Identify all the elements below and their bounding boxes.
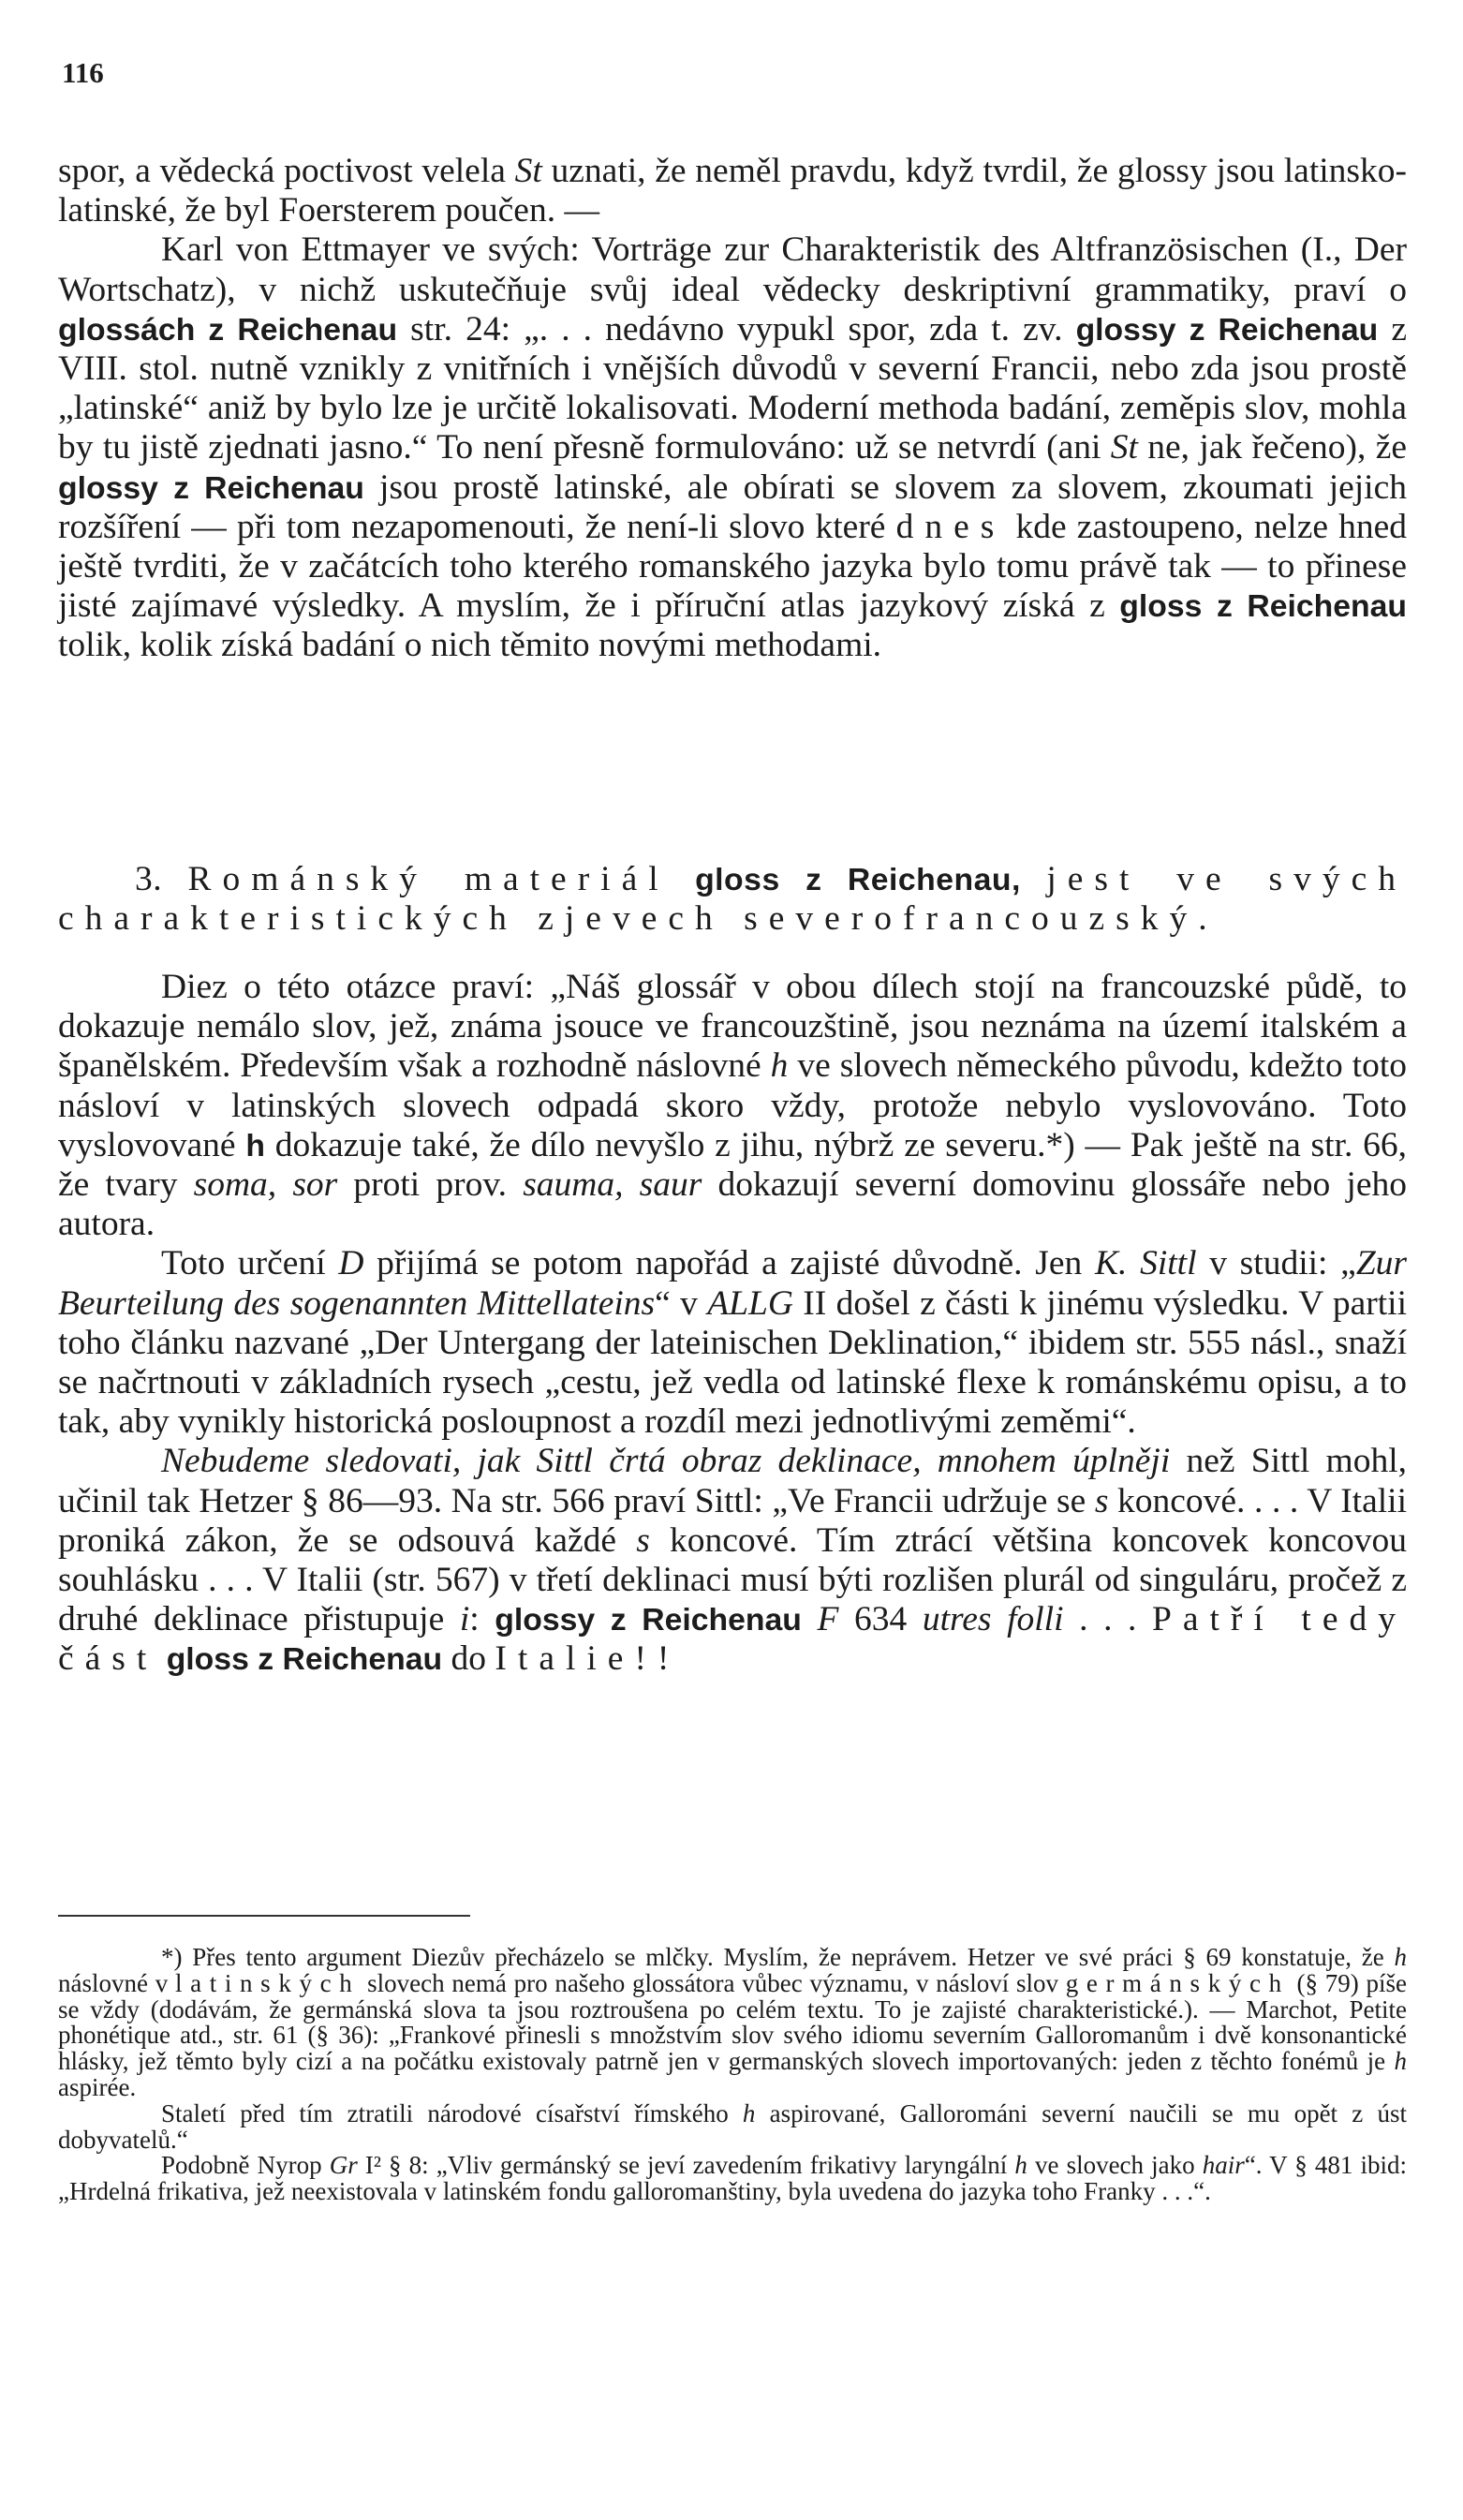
text-run: Podobně Nyrop [161,2151,330,2180]
text-run: “ v [655,1283,708,1323]
text-run: tolik, kolik získá badání o nich těmito novými methodami. [58,626,882,665]
footnote-rule [58,1915,470,1917]
bold-term: glossy z Reichenau [58,469,364,506]
italic-run: Nebudeme sledovati, jak Sittl črtá obraz deklinace, mnohem úplněji [161,1442,1171,1481]
italic-run: s [1094,1481,1109,1520]
text-run: než Sittl mohl, učinil tak Hetzer § 86—93. Na str. 566 praví Sittl: „Ve Francii udržuje se [58,1442,1407,1520]
text-run: spor, a vědecká poctivost velela [58,152,515,190]
text-run: *) Přes tento argument Diezův přecházelo se mlčky. Myslím, že neprávem. Hetzer ve své práci § 69 konstatuje, že [161,1943,1395,1971]
text-run: Diez o této otázce praví: „Náš glossář v obou dílech stojí na francouzské půdě, to dokazuje nemálo slov, jež, známa jsouce ve francouzštině, jsou neznáma na území italském a španělském. Především však a rozhodně náslovné [58,968,1407,1086]
bold-term: glossy z Reichenau [1075,311,1379,348]
text-run: uznati, že neměl pravdu, když tvrdil, že glossy jsou latinsko-latinské, že byl Foersterem poučen. — [58,152,1407,230]
text-run: slovech nemá pro našeho glossátora vůbec významu, v násloví slov [360,1968,1066,1997]
text-run: str. 24: „. . . nedávno vypukl spor, zda t. zv. [397,309,1076,348]
italic-run: h [770,1046,789,1086]
bold-term: h [245,1127,265,1164]
text-run: Staletí před tím ztratili národové císařství římského [161,2098,743,2127]
text-run: Toto určení [161,1244,339,1283]
text-run: “. V § 481 ibid: „Hrdelná frikativa, jež neexistovala v latinském fondu galloromanštiny, byla uvedena do jazyka toho Franky . . .“. [58,2151,1407,2206]
text-run [802,1600,818,1638]
paragraph [58,152,1407,230]
text-run: náslovné v [58,1968,175,1997]
bold-term: gloss z Reichenau [166,1641,443,1678]
italic-run: Zur Beurteilung des sogenannten Mittellateins [58,1244,1408,1323]
paragraph [58,1442,1407,1679]
text-run: aspirée. [58,2072,137,2101]
spaced-emphasis: Patří tedy část [58,1600,1407,1679]
footnote [58,1945,1407,2101]
text-run: aspirované, Gallorománi severní naučili se mu opět z úst dobyvatelů.“ [58,2098,1408,2154]
page-number: 116 [62,56,104,89]
text-run: . . . [1063,1600,1153,1639]
paragraph [58,1244,1407,1442]
bold-term: gloss z Reichenau [1119,588,1408,625]
italic-run: Gr [329,2151,358,2180]
text-run: do [442,1639,495,1679]
italic-run: ALLG [707,1283,793,1323]
text-run: z VIII. stol. nutně vznikly z vnitřních i vnějších důvodů v severní Francii, nebo zda jsou prostě „latinské“ aniž by bylo lze je určitě lokalisovati. Moderní methoda badání, zeměpis slov, mohla by tu jistě zjednati jasno.“ To není přesně formulováno: už se netvrdí (ani [58,309,1407,467]
footnotes [58,1945,1407,2205]
italic-run: h [1014,2151,1027,2180]
text-run: koncové. . . . V Italii proniká zákon, že se odsouvá každé [58,1481,1407,1560]
bold-term: glossách z Reichenau [58,311,398,348]
text-run: přijímá se potom napořád a zajisté důvodně. Jen [363,1244,1095,1283]
italic-run: s [636,1520,650,1560]
italic-run: utres folli [922,1600,1064,1639]
main-text-top [58,152,1407,666]
text-run: I² § 8: „Vliv germánský se jeví zavedením frikativy laryngální [357,2151,1015,2180]
spaced-emphasis: latinských [174,1968,361,1997]
text-run: : [469,1600,495,1639]
footnote [58,2098,1408,2154]
text-run: v studii: „ [1196,1244,1356,1283]
spaced-emphasis: dnes [895,507,1006,546]
text-run: koncové. Tím ztrácí většina koncovek koncovou souhlásku . . . V Italii (str. 567) v třetí deklinaci musí býti rozlišen plurál od singuláru, pročež z druhé deklinace přistupuje [58,1520,1407,1639]
text-run: jsou prostě latinské, ale obírati se slovem za slovem, zkoumati jejich rozšíření — při tom nezapomenouti, že není-li slovo které [58,467,1407,546]
main-text-bottom [58,968,1407,1680]
text-run [157,1639,166,1678]
text-run: ve slovech německého původu, kdežto toto násloví v latinských slovech odpadá skoro vždy, protože nebylo vyslovováno. Toto vyslovované [58,1046,1407,1164]
section-heading [58,860,1407,939]
text-run: ne, jak řečeno), že [1137,428,1408,467]
text-run: kde zastoupeno, nelze hned ještě tvrditi, že v začátcích toho kterého romanského jazyka bylo tomu právě tak — to přinese jisté zajímavé výsledky. A myslím, že i příruční atlas jazykový získá z [58,507,1407,626]
text-run: 3. [135,860,188,898]
text-run: ve slovech jako [1027,2151,1203,2180]
text-run [670,860,695,898]
paragraph [58,968,1407,1244]
footnote [58,2153,1407,2205]
text-run [1021,860,1046,898]
spaced-emphasis: Italie!! [495,1639,681,1679]
text-run: proti prov. [337,1165,524,1205]
italic-run: h [1394,1943,1407,1971]
spaced-emphasis: Románský materiál [187,860,670,898]
italic-run: i [459,1600,470,1639]
italic-run: sauma, saur [523,1165,702,1205]
text-run: II došel z části k jinému výsledku. V partii toho článku nazvané „Der Untergang der lateinischen Deklination,“ ibidem str. 555 násl., snaží se načrtnouti v základních rysech „cestu, jež vedla od latinské flexe k románskému opisu, a to tak, aby vynikly historická posloupnost a rozdíl mezi jednotlivými zeměmi“. [58,1283,1408,1442]
italic-run: F [817,1600,839,1639]
section-heading-block [58,860,1407,939]
text-run: dokazuje také, že dílo nevyšlo z jihu, nýbrž ze severu.*) — Pak ještě na str. 66, že tvary [58,1125,1407,1205]
italic-run: soma, sor [193,1165,338,1205]
spaced-emphasis: jest ve svých charakteristických zjevech severofrancouzský. [58,860,1408,939]
italic-run: h [1394,2047,1407,2076]
text-run: 634 [838,1600,923,1639]
italic-run: K. Sittl [1094,1244,1197,1283]
bold-term: glossy z Reichenau [495,1602,802,1638]
text-run: dokazují severní domovinu glossáře nebo jeho autora. [58,1165,1407,1244]
text-run: (§ 79) píše se vždy (dodávám, že germánská slova ta jsou roztroušena po celém textu. To je zajisté charakteristické.). — Marchot, Petite phonétique atd., str. 61 (§ 36): „Frankové přinesli s množstvím slov svého idiomu severním Galloromanům i dvě konsonantické hlásky, jež těmto byly cizí a na počátku existovaly patrně jen v germanských slovech importovaných: jeden z těchto fonémů je [58,1968,1407,2076]
spaced-emphasis: germánských [1065,1968,1290,1997]
italic-run: St [514,152,542,190]
italic-run: h [742,2098,756,2127]
paragraph [58,230,1407,665]
bold-term: gloss z Reichenau, [695,862,1021,897]
italic-run: hair [1202,2151,1245,2180]
text-run: Karl von Ettmayer ve svých: Vorträge zur Charakteristik des Altfranzösischen (I., Der Wortschatz), v nichž uskutečňuje svůj ideal vědecky deskriptivní grammatiky, praví o [58,230,1407,309]
italic-run: D [338,1244,364,1283]
italic-run: St [1110,428,1138,467]
